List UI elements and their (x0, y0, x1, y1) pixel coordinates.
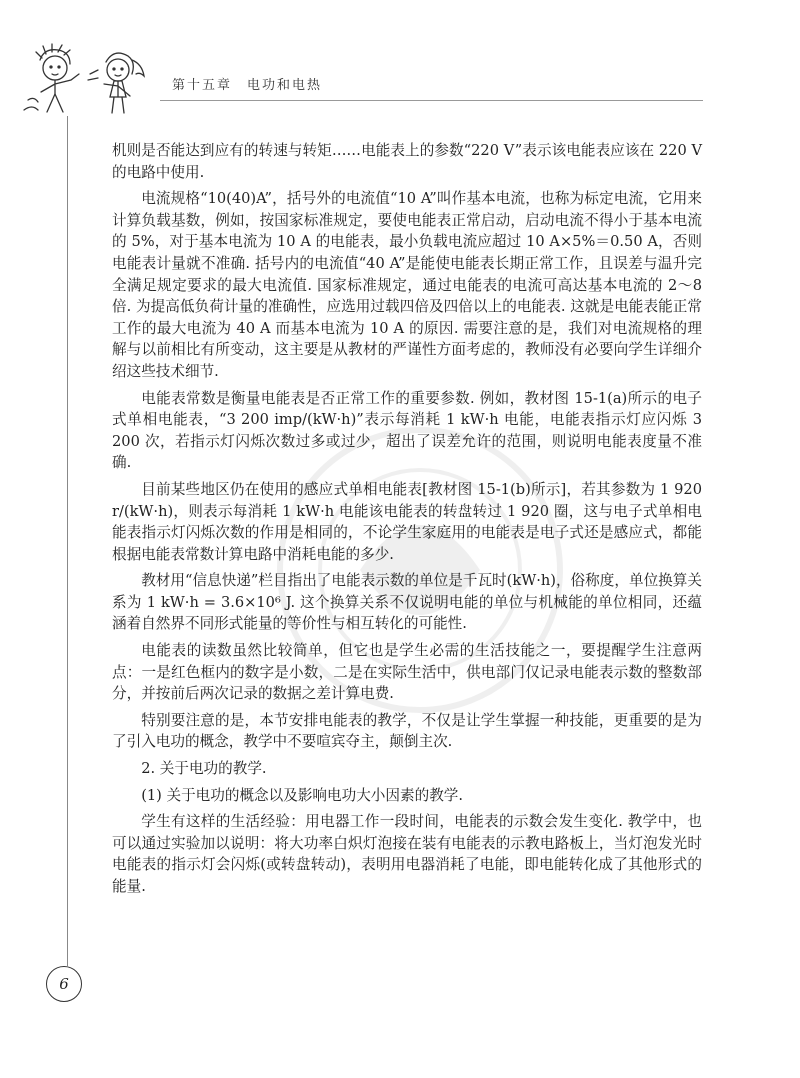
header-divider (160, 100, 703, 101)
paragraph: 机则是否能达到应有的转速与转矩……电能表上的参数“220 V”表示该电能表应该在 220 V 的电路中使用. (112, 142, 702, 181)
paragraph: 电能表的读数虽然比较简单，但它也是学生必需的生活技能之一，要提醒学生注意两点：一是红色框内的数字是小数，二是在实际生活中，供电部门仅记录电能表示数的整数部分，并按前后两次记录的数据之差计算电费. (112, 642, 702, 703)
paragraph: 学生有这样的生活经验：用电器工作一段时间，电能表的示数会发生变化. 教学中，也可以通过实验加以说明：将大功率白炽灯泡接在装有电能表的示教电路板上，当灯泡发光时电能表的指示灯会闪烁(或转盘转动)，表明用电器消耗了电能，即电能转化成了其他形式的能量. (112, 813, 702, 895)
page-number: 6 (46, 966, 82, 1002)
children-illustration (18, 40, 168, 118)
paragraph: 电能表常数是衡量电能表是否正常工作的重要参数. 例如，教材图 15-1(a)所示的电子式单相电能表，“3 200 imp/(kW·h)”表示每消耗 1 kW·h 电能，电能表指示灯应闪烁 3 200 次，若指示灯闪烁次数过多或过少，超出了误差允许的范围，则说明电能表度量不准确. (112, 389, 702, 472)
chapter-title: 第十五章 电功和电热 (172, 78, 323, 93)
paragraph: 目前某些地区仍在使用的感应式单相电能表[教材图 15-1(b)所示]，若其参数为 1 920 r/(kW·h)，则表示每消耗 1 kW·h 电能该电能表的转盘转过 1 920 圈，这与电子式单相电能表指示灯闪烁次数的作用是相同的，不论学生家庭用的电能表是电子式还是感应式，都能根据电能表常数计算电路中消耗电能的多少. (112, 480, 702, 563)
margin-rule (67, 116, 68, 966)
body-text (112, 140, 702, 898)
paragraph: 电流规格“10(40)A”，括号外的电流值“10 A”叫作基本电流，也称为标定电流，它用来计算负载基数，例如，按国家标准规定，要使电能表正常启动，启动电流不得小于基本电流的 5%，对于基本电流为 10 A 的电能表，最小负载电流应超过 10 A×5%＝0.50 A，否则电能表计量就不准确. 括号内的电流值“40 A”是能使电能表长期正常工作，且误差与温升完全满足规定要求的最大电流值. 国家标准规定，通过电能表的电流可高达基本电流的 2～8 倍. 为提高低负荷计量的准确性，应选用过载四倍及四倍以上的电能表. 这就是电能表能正常工作的最大电流为 40 A 而基本电流为 10 A 的原因. 需要注意的是，我们对电流规格的理解与以前相比有所变动，这主要是从教材的严谨性方面考虑的，教师没有必要向学生详细介绍这些技术细节. (112, 190, 702, 380)
subsection-heading: (1) 关于电功的概念以及影响电功大小因素的教学. (141, 786, 464, 804)
paragraph: 教材用“信息快递”栏目指出了电能表示数的单位是千瓦时(kW·h)，俗称度，单位换算关系为 1 kW·h = 3.6×10⁶ J. 这个换算关系不仅说明电能的单位与机械能的单位相同，还蕴涵着自然界不同形式能量的等价性与相互转化的可能性. (112, 572, 702, 633)
section-heading: 2. 关于电功的教学. (141, 760, 267, 778)
paragraph: 特别要注意的是，本节安排电能表的教学，不仅是让学生掌握一种技能，更重要的是为了引入电功的概念，教学中不要喧宾夺主，颠倒主次. (112, 711, 702, 751)
